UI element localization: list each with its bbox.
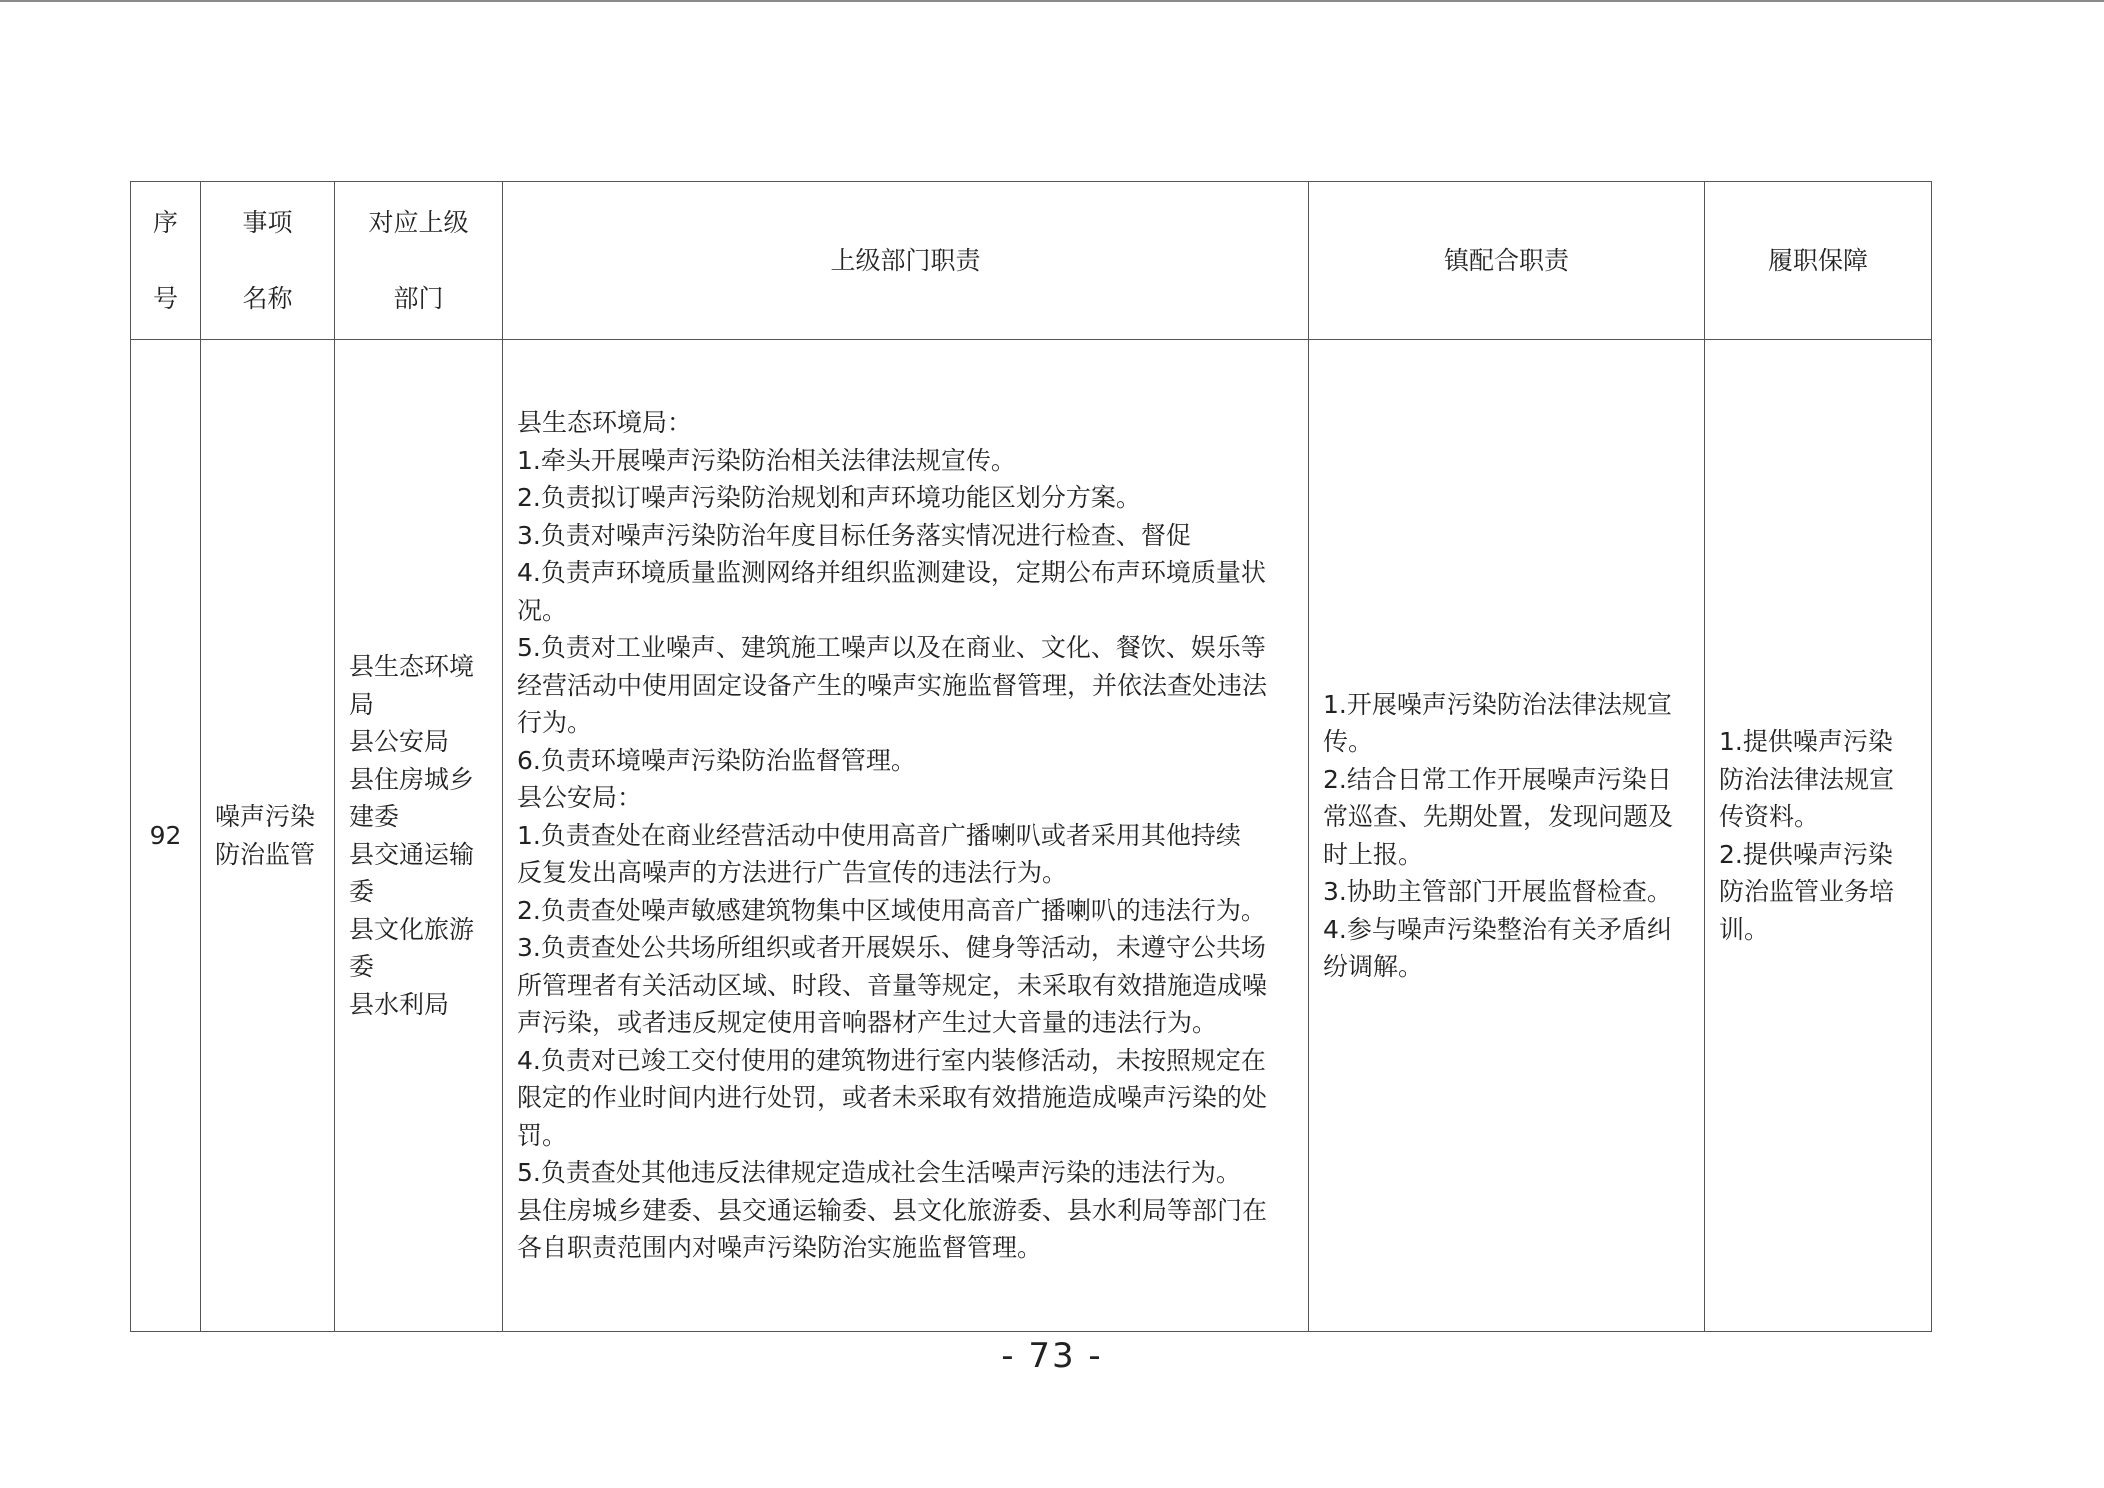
header-seq: 序 号	[131, 182, 201, 340]
cell-item-name: 噪声污染 防治监管	[201, 340, 335, 1332]
header-item-name: 事项 名称	[201, 182, 335, 340]
cell-upper-duty: 县生态环境局： 1.牵头开展噪声污染防治相关法律法规宣传。 2.负责拟订噪声污染防治规划和声环境功能区划分方案。 3.负责对噪声污染防治年度目标任务落实情况进行检查、督促 4.负责声环境质量监测网络并组织监测建设，定期公布声环境质量状 况。 5.负责对工业噪声、建筑施工噪声以及在商业、文化、餐饮、娱乐等 经营活动中使用固定设备产生的噪声实施监督管理，并依法查处违法 行为。 6.负责环境噪声污染防治监督管理。 县公安局： 1.负责查处在商业经营活动中使用高音广播喇叭或者采用其他持续 反复发出高噪声的方法进行广告宣传的违法行为。 2.负责查处噪声敏感建筑物集中区域使用高音广播喇叭的违法行为。 3.负责查处公共场所组织或者开展娱乐、健身等活动，未遵守公共场 所管理者有关活动区域、时段、音量等规定，未采取有效措施造成噪 声污染，或者违反规定使用音响器材产生过大音量的违法行为。 4.负责对已竣工交付使用的建筑物进行室内装修活动，未按照规定在 限定的作业时间内进行处罚，或者未采取有效措施造成噪声污染的处 罚。 5.负责查处其他违反法律规定造成社会生活噪声污染的违法行为。 县住房城乡建委、县交通运输委、县文化旅游委、县水利局等部门在 各自职责范围内对噪声污染防治实施监督管理。	[503, 340, 1309, 1332]
cell-town-duty: 1.开展噪声污染防治法律法规宣 传。 2.结合日常工作开展噪声污染日 常巡查、先期处置，发现问题及 时上报。 3.协助主管部门开展监督检查。 4.参与噪声污染整治有关矛盾纠 纷调解。	[1309, 340, 1705, 1332]
cell-seq: 92	[131, 340, 201, 1332]
header-upper-dept: 对应上级 部门	[335, 182, 503, 340]
cell-guarantee: 1.提供噪声污染 防治法律法规宣 传资料。 2.提供噪声污染 防治监管业务培 训。	[1705, 340, 1932, 1332]
table-row	[131, 340, 1932, 1332]
header-town-duty: 镇配合职责	[1309, 182, 1705, 340]
cell-upper-dept: 县生态环境 局 县公安局 县住房城乡 建委 县交通运输 委 县文化旅游 委 县水利局	[335, 340, 503, 1332]
header-upper-duty: 上级部门职责	[503, 182, 1309, 340]
table-header-row	[131, 182, 1932, 340]
top-border-line	[0, 0, 2104, 2]
duty-table	[130, 181, 1932, 1332]
header-guarantee: 履职保障	[1705, 182, 1932, 340]
page-number: - 73 -	[1001, 1336, 1103, 1376]
